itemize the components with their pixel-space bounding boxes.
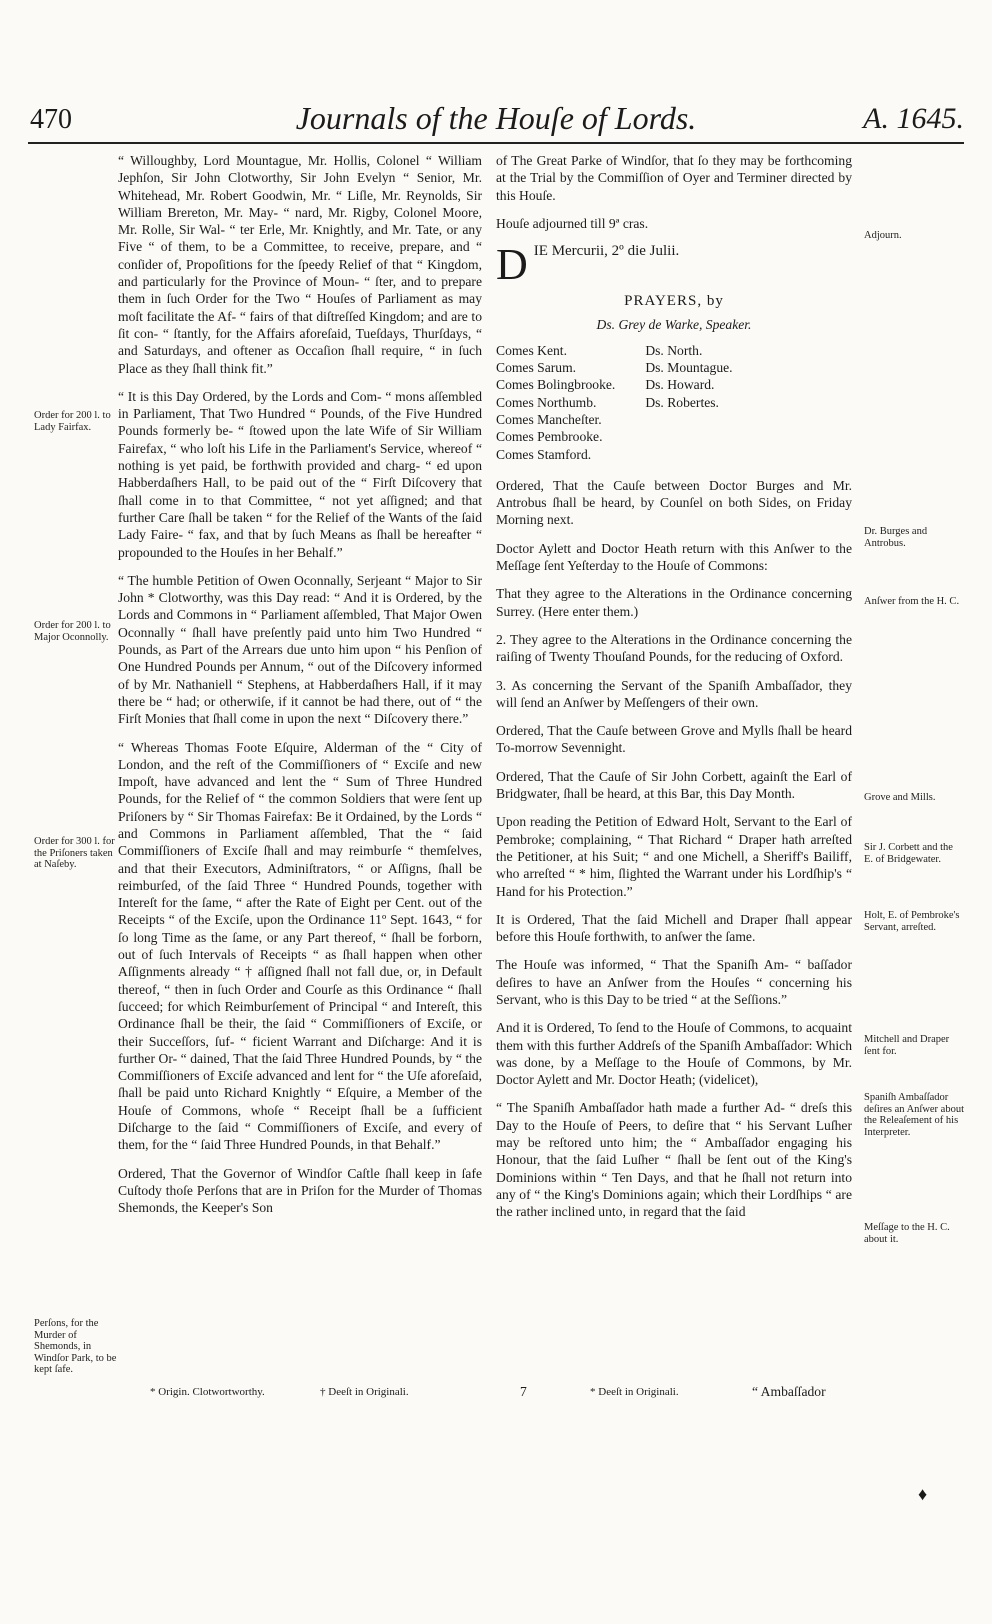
margin-note-mitchell: Mitchell and Draper ſent for. [864,1034,950,1057]
drop-cap: D [496,240,528,290]
title-lords: Lords. [614,100,697,136]
lords-list-comes [496,342,615,463]
margin-note-oconnolly: Order for 200 l. to Major Oconnolly. [34,620,111,643]
paragraph-message: “ The Spaniſh Ambaſſador hath made a further Ad- “ dreſs this Day to the Houſe of Peers, to deſire that “ his Servant Luſher may be reſtored unto him; the “ Ambaſſador engaging his Honour, that the ſaid Luſher “ ſhall be ſent out of the King's Dominions within “ Ten Days, and that he ſhall not return into any of “ the King's Dominions again; which their Lordſhips “ are the rather inclined unto, in regard that the ſaid [496,1100,852,1220]
lord-entry: Ds. North. [645,342,703,358]
date-heading [496,240,852,290]
lord-entry: Comes Pembrooke. [496,429,603,445]
paragraph-oxford: 2. They agree to the Alterations in the Ordinance concerning the raiſing of Twenty Thouſand Pounds, for the reducing of Oxford. [496,631,852,665]
paragraph-holt: Upon reading the Petition of Edward Holt, Servant to the Earl of Pembroke; complaining, “ That Richard “ Draper hath arreſted the Petitioner, at his Suit; “ and one Michell, a Sheriff's Bailiff, who arreſted “ * him, ſlighted the Warrant under his Lordſhip's “ Hand for his Protection.” [496,814,852,899]
paragraph-grove: Ordered, That the Cauſe between Grove and Mylls ſhall be heard To-morrow Sevennight. [496,723,852,756]
lord-entry: Comes Northumb. [496,394,597,410]
year: A. 1645. [863,102,964,135]
paragraph-excise: “ Whereas Thomas Foote Eſquire, Alderman of the “ City of London, and the reſt of the Commiſſioners of “ Exciſe and new Impoſt, have advanced and lent the “ Sum of Three Hundred Pounds, for the Relief of “ the common Soldiers that were ſent up Priſoners by “ Sir Thomas Fairefax: Be it Ordained, by the Lords “ and Commons in Parliament aſſembled, That the “ ſaid Commiſſioners of Exciſe ſhall and may reimburſe “ themſelves, and that their Executors, Adminiſtrators, “ or Aſſigns, ſhall be reimburſed, of the ſaid Three “ Hundred Pounds, together with Intereſt for the ſame, “ after the Rate of Eight per Cent. out of the Receipts “ of the Exciſe, upon the Ordinance 11º Sept. 1643, “ for ſo long Time as the ſame, or any Part thereof, “ ſhall be forborn, out of ſuch Intervals of Receipts “ as ſhall happen when other Aſſignments already “ † aſſigned ſhall not fall due, or, in Default thereof, “ then in ſuch Order and Courſe as this Ordinance “ ſhall ſucceed; for which Reimburſement of Principal “ and Intereſt, this Ordinance ſhall be their, the ſaid “ Commiſſioners of Exciſe, or their Succeſſors, ſuf- “ ficient Warrant and Diſcharge: And it is further Or- “ dained, That the ſaid Three Hundred Pounds, by “ the Commiſſioners of Exciſe advanced and lent for “ the Uſe aforeſaid, ſhall be paid unto Richard Knightly “ Eſquire, a Member of the Houſe of Commons, whoſe “ Receipt ſhall be a ſufficient Diſcharge to the ſaid “ Commiſſioners of Exciſe, and every of them, for the “ ſaid Three Hundred Pounds, in that Behalf.” [118,739,482,1153]
ink-mark-icon: ♦ [918,1484,928,1504]
margin-note-grove: Grove and Mills. [864,792,936,803]
paragraph-informed: The Houſe was informed, “ That the Spaniſh Am- “ baſſador deſires to have an Anſwer from the Houſes “ concerning his Servant, who is this Day to be tried “ at the Seſſions.” [496,957,852,1007]
paragraph-spanish-servant: 3. As concerning the Servant of the Spaniſh Ambaſſador, they will ſend an Anſwer by Meſſengers of their own. [496,677,852,710]
paragraph-ordered-send: And it is Ordered, To ſend to the Houſe of Commons, to acquaint them with this further Addreſs of the Spaniſh Ambaſſador: Which was done, by a Meſſage to the Houſe of Commons, by Mr. Doctor Aylett and Mr. Doctor Heath; (videlicet), [496,1020,852,1088]
signature-mark: 7 [520,1384,527,1399]
right-column [496,152,852,1232]
footnote-deest-left: † Deeſt in Originali. [320,1386,409,1398]
lord-entry: Ds. Mountague. [645,360,733,376]
paragraph-michell: It is Ordered, That the ſaid Michell and Draper ſhall appear before this Houſe forthwith, to anſwer the ſame. [496,911,852,945]
lords-present [496,342,852,463]
lords-list-ds [645,342,732,463]
margin-note-corbett: Sir J. Corbett and the E. of Bridgewater. [864,842,953,865]
margin-note-spanish: Spaniſh Ambaſſador deſires an Anſwer about the Releaſement of his Interpreter. [864,1092,965,1138]
margin-note-message: Meſſage to the H. C. about it. [864,1222,950,1245]
margin-note-fairfax: Order for 200 l. to Lady Fairfax. [34,410,111,433]
title-of: of [415,100,441,136]
prayers-heading: PRAYERS, by [624,293,724,310]
title-journals: Journals [295,100,408,136]
paragraph-aylett: Doctor Aylett and Doctor Heath return with this Anſwer to the Meſſage ſent Yeſterday to the Houſe of Commons: [496,540,852,574]
lord-entry: Comes Stamford. [496,446,592,462]
date-text: IE Mercurii, 2º die Julii. [533,243,680,260]
running-header [0,100,992,140]
title-of-2: of [581,100,607,136]
speaker-line: Ds. Grey de Warke, Speaker. [596,317,752,333]
lord-entry: Comes Kent. [496,342,567,358]
margin-note-answer: Anſwer from the H. C. [864,596,960,607]
running-title [0,100,992,137]
margin-note-shemonds: Perſons, for the Murder of Shemonds, in Windſor Park, to be kept ſafe. [34,1318,117,1375]
title-the: the [448,100,488,136]
lord-entry: Ds. Howard. [645,377,715,393]
paragraph-adjourned: Houſe adjourned till 9ª cras. [496,215,649,231]
paragraph-windsor: Ordered, That the Governor of Windſor Caſtle ſhall keep in ſafe Cuſtody thoſe Perſons that are in Priſon for the Murder of Thomas Shemonds, the Keeper's Son [118,1165,482,1216]
paragraph-oconnally: “ The humble Petition of Owen Oconnally, Serjeant “ Major to Sir John * Clotworthy, was this Day read: “ And it is Ordered, by the Lords and Commons in “ Parliament aſſembled, That Major Owen Oconnally “ ſhall have preſently paid unto him Two Hundred “ Pounds, as Part of the Arrears due unto him upon “ his Penſion of One Hundred Pounds per Annum, “ out of the Diſcovery informed of by Mr. Nathaniell “ Stephens, at Habberdaſhers Hall, if it may there be “ had; or otherwiſe, if it cannot be had there, out of “ the Firſt Monies that ſhall come in upon the next “ Diſcovery there.” [118,572,482,727]
paragraph-burges: Ordered, That the Cauſe between Doctor Burges and Mr. Antrobus ſhall be heard, by Counſel on both Sides, on Friday Morning next. [496,477,852,528]
margin-note-naseby: Order for 300 l. for the Priſoners taken at Naſeby. [34,836,115,870]
footnote-origin: * Origin. Clotwortworthy. [150,1386,265,1398]
lord-entry: Ds. Robertes. [645,394,719,410]
lord-entry: Comes Bolingbrooke. [496,377,616,393]
paragraph-committee: “ Willoughby, Lord Mountague, Mr. Hollis, Colonel “ William Jephſon, Sir John Clotworthy, Sir John Evelyn “ Senior, Mr. Whitehead, Mr. Robert Goodwin, Mr. “ Liſle, Mr. Reynolds, Sir William Brereton, Mr. May- “ nard, Mr. Rigby, Colonel Moore, Mr. Rolle, Sir Wal- “ ter Erle, Mr. Knightly, and Mr. Tate, or any Five “ of them, to be a Committee, to receive, prepare, and “ conſider of, Propoſitions for the ſpeedy Relief of that “ Kingdom, and particularly for the Province of Moun- “ ſter, and to prepare them in ſuch Order for the Two “ Houſes of Parliament as may moſt facilitate the Af- “ fairs of that diſtreſſed Kingdom; and are to ſit con- “ ſtantly, for the Affairs aforeſaid, Tueſdays, Thurſdays, “ and Saturdays, and oftener as Occaſion ſhall require, “ in ſuch Place as they ſhall think fit.” [118,153,482,376]
paragraph-surrey: That they agree to the Alterations in the Ordinance concerning Surrey. (Here enter them.) [496,586,852,619]
paragraph-fairfax: “ It is this Day Ordered, by the Lords and Com- “ mons aſſembled in Parliament, That Two Hundred “ Pounds, of the Five Hundred Pounds formerly be- “ ſtowed upon the late Wife of Sir William Fairefax, “ who loſt his Life in the Parliament's Service, whereof “ nothing is yet paid, be forthwith provided and charg- “ ed upon Habberdaſhers Hall, to be paid out of the “ Firſt Diſcovery that ſhall come in to that Committee, “ not yet aſſigned; and that further Care ſhall be taken “ for the Relief of the Wants of the ſaid Lady Faire- “ fax, and that by ſuch Means as ſhall be hereafter “ propounded to the Houſes in her Behalf.” [118,388,482,560]
page-number: 470 [30,104,72,135]
header-rule [28,142,964,144]
margin-note-burges: Dr. Burges and Antrobus. [864,526,928,549]
margin-note-adjourn: Adjourn. [864,230,902,241]
footnote-deest-right: * Deeſt in Originali. [590,1386,679,1398]
left-column [118,152,482,1228]
paragraph-great-park: of The Great Parke of Windſor, that ſo they may be forthcoming at the Trial by the Commiſſion of Oyer and Terminer directed by this Houſe. [496,153,852,203]
catchword: “ Ambaſſador [752,1384,826,1399]
margin-note-holt: Holt, E. of Pembroke's Servant, arreſted. [864,910,960,933]
lord-entry: Comes Mancheſter. [496,411,602,427]
lord-entry: Comes Sarum. [496,360,577,376]
title-house: Houſe [495,100,574,136]
paragraph-corbett: Ordered, That the Cauſe of Sir John Corbett, againſt the Earl of Bridgwater, ſhall be heard, at this Bar, this Day Month. [496,768,852,802]
